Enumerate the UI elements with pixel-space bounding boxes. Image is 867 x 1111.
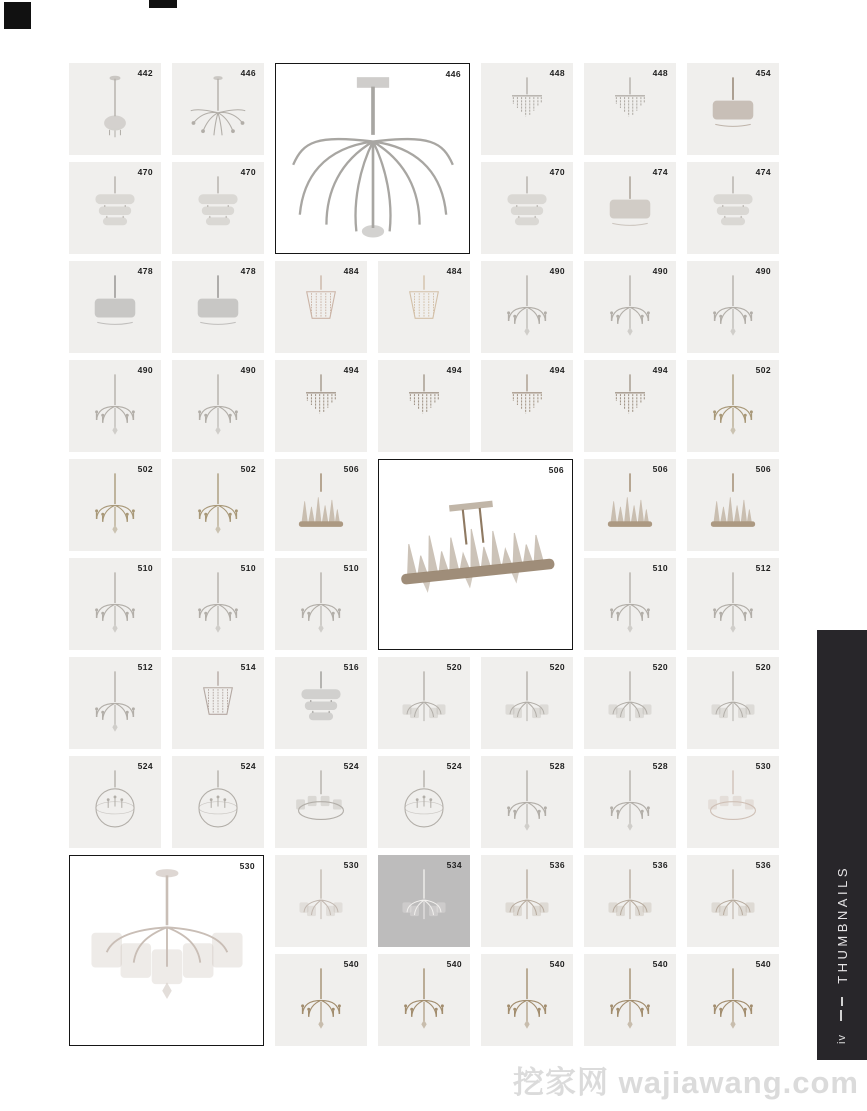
thumbnail-cell <box>687 657 779 749</box>
shade-chandelier-icon <box>493 860 561 943</box>
page-number-label: 506 <box>652 464 668 474</box>
page-number-label: 474 <box>755 167 771 177</box>
featured-thumbnail-cell <box>275 63 470 254</box>
thumbnail-cell <box>172 657 264 749</box>
crystal-chandelier-icon <box>493 365 561 448</box>
beaded-chandelier-icon <box>184 662 252 745</box>
candelabra-chandelier-icon <box>596 959 664 1042</box>
shade-chandelier-icon <box>699 860 767 943</box>
page-number-label: 540 <box>446 959 462 969</box>
thumbnail-cell <box>481 63 573 155</box>
shade-chandelier-icon <box>390 860 458 943</box>
thumbnail-cell <box>584 756 676 848</box>
thumbnail-cell <box>275 657 367 749</box>
thumbnail-cell <box>275 360 367 452</box>
candelabra-chandelier-icon <box>699 959 767 1042</box>
shade-chandelier-icon <box>596 662 664 745</box>
tier-chandelier-icon <box>81 167 149 250</box>
watermark-text: 挖家网 wajiawang.com <box>512 1065 859 1100</box>
bigshade-chandelier-icon <box>82 867 252 1033</box>
page-number-label: 520 <box>446 662 462 672</box>
drum-chandelier-icon <box>184 266 252 349</box>
page-number-label: 534 <box>446 860 462 870</box>
candelabra-chandelier-icon <box>81 365 149 448</box>
candelabra-chandelier-icon <box>81 662 149 745</box>
page-number-label: 520 <box>652 662 668 672</box>
page-number-label: 506 <box>343 464 359 474</box>
sidebar-thumbnails-tab <box>817 630 867 1060</box>
branch-chandelier-icon <box>184 68 252 151</box>
thumbnail-cell <box>275 954 367 1046</box>
page-number-label: 514 <box>240 662 256 672</box>
page-number-label: 490 <box>240 365 256 375</box>
thumbnail-cell <box>481 954 573 1046</box>
thumbnail-cell <box>172 360 264 452</box>
candelabra-chandelier-icon <box>390 959 458 1042</box>
page-number-label: 524 <box>137 761 153 771</box>
thumbnail-grid <box>69 63 779 1046</box>
thumbnail-cell <box>172 459 264 551</box>
thumbnail-cell <box>275 459 367 551</box>
candelabra-chandelier-icon <box>184 464 252 547</box>
page-number-label: 510 <box>137 563 153 573</box>
page-number-label: 484 <box>343 266 359 276</box>
thumbnail-cell <box>69 657 161 749</box>
candelabra-chandelier-icon <box>493 959 561 1042</box>
page-number-label: 512 <box>755 563 771 573</box>
thumbnail-cell <box>69 459 161 551</box>
page-number-label: 470 <box>549 167 565 177</box>
thumbnail-cell <box>481 162 573 254</box>
page-number-label: 528 <box>549 761 565 771</box>
page-number-label: 528 <box>652 761 668 771</box>
page-number-label: 540 <box>755 959 771 969</box>
shade-chandelier-icon <box>596 860 664 943</box>
thumbnail-cell <box>275 261 367 353</box>
thumbnail-cell <box>584 360 676 452</box>
thumbnail-cell <box>584 855 676 947</box>
thumbnail-cell <box>584 459 676 551</box>
print-mark-bar <box>149 0 177 8</box>
shade-chandelier-icon <box>699 662 767 745</box>
page-number-label: 490 <box>755 266 771 276</box>
page-number-label: 536 <box>755 860 771 870</box>
page-number-label: 474 <box>652 167 668 177</box>
page-number-label: 540 <box>549 959 565 969</box>
page-number-label: 506 <box>548 465 564 475</box>
shade-chandelier-icon <box>287 860 355 943</box>
thumbnail-cell <box>172 558 264 650</box>
page-number-label: 490 <box>652 266 668 276</box>
thumbnail-cell <box>69 558 161 650</box>
featured-thumbnail-cell <box>378 459 573 650</box>
globe-chandelier-icon <box>390 761 458 844</box>
thumbnail-cell <box>481 855 573 947</box>
thumbnail-cell <box>687 63 779 155</box>
thumbnail-cell <box>378 756 470 848</box>
page-number-roman: iv <box>836 1034 848 1044</box>
thumbnail-cell <box>378 954 470 1046</box>
page-number-label: 510 <box>343 563 359 573</box>
globe-chandelier-icon <box>81 761 149 844</box>
page-number-label: 516 <box>343 662 359 672</box>
thumbnail-cell <box>378 855 470 947</box>
page-number-label: 448 <box>652 68 668 78</box>
crystal-chandelier-icon <box>596 68 664 151</box>
page-number-label: 520 <box>755 662 771 672</box>
spike-chandelier-icon <box>287 464 355 547</box>
pendant-chandelier-icon <box>81 68 149 151</box>
candelabra-chandelier-icon <box>699 563 767 646</box>
shade-chandelier-icon <box>390 662 458 745</box>
thumbnails-label: THUMBNAILS <box>834 865 850 985</box>
page-number-label: 502 <box>240 464 256 474</box>
thumbnail-cell <box>275 855 367 947</box>
candelabra-chandelier-icon <box>699 266 767 349</box>
page-number-label: 536 <box>652 860 668 870</box>
page-number-label: 530 <box>343 860 359 870</box>
page-number-label: 470 <box>240 167 256 177</box>
page-number-label: 442 <box>137 68 153 78</box>
page-number-label: 494 <box>343 365 359 375</box>
thumbnail-cell <box>69 261 161 353</box>
candelabra-chandelier-icon <box>493 266 561 349</box>
page-number-label: 454 <box>755 68 771 78</box>
drum-chandelier-icon <box>596 167 664 250</box>
candelabra-chandelier-icon <box>81 464 149 547</box>
page-number-label: 524 <box>343 761 359 771</box>
thumbnail-cell <box>378 657 470 749</box>
page-number-label: 470 <box>137 167 153 177</box>
thumbnail-cell <box>69 162 161 254</box>
crystal-chandelier-icon <box>287 365 355 448</box>
thumbnail-cell <box>584 558 676 650</box>
print-mark-square <box>4 2 31 29</box>
candelabra-chandelier-icon <box>287 563 355 646</box>
thumbnail-cell <box>69 360 161 452</box>
thumbnail-cell <box>584 954 676 1046</box>
watermark <box>513 1057 859 1102</box>
thumbnail-cell <box>378 261 470 353</box>
page-number-label: 530 <box>239 861 255 871</box>
thumbnail-cell <box>172 261 264 353</box>
thumbnail-cell <box>687 162 779 254</box>
page-number-label: 524 <box>240 761 256 771</box>
candelabra-chandelier-icon <box>596 266 664 349</box>
tier-chandelier-icon <box>493 167 561 250</box>
ring-chandelier-icon <box>287 761 355 844</box>
thumbnail-cell <box>687 558 779 650</box>
crystal-chandelier-icon <box>390 365 458 448</box>
thumbnail-cell <box>275 756 367 848</box>
crystal-chandelier-icon <box>493 68 561 151</box>
candelabra-chandelier-icon <box>596 563 664 646</box>
spray-chandelier-icon <box>288 75 458 241</box>
beaded-chandelier-icon <box>287 266 355 349</box>
drum-chandelier-icon <box>699 68 767 151</box>
candelabra-chandelier-icon <box>493 761 561 844</box>
page-number-label: 490 <box>137 365 153 375</box>
page-number-label: 446 <box>240 68 256 78</box>
page-number-label: 524 <box>446 761 462 771</box>
page-number-label: 448 <box>549 68 565 78</box>
ring-chandelier-icon <box>699 761 767 844</box>
page-number-label: 490 <box>549 266 565 276</box>
page-number-label: 512 <box>137 662 153 672</box>
candelabra-chandelier-icon <box>184 365 252 448</box>
thumbnail-cell <box>481 360 573 452</box>
thumbnail-cell <box>275 558 367 650</box>
page-number-label: 506 <box>755 464 771 474</box>
page-number-label: 510 <box>652 563 668 573</box>
page-number-label: 510 <box>240 563 256 573</box>
thumbnail-cell <box>687 954 779 1046</box>
thumbnail-cell <box>687 756 779 848</box>
spike-chandelier-icon <box>596 464 664 547</box>
page-number-label: 478 <box>137 266 153 276</box>
tier-chandelier-icon <box>699 167 767 250</box>
thumbnail-cell <box>172 162 264 254</box>
candelabra-chandelier-icon <box>699 365 767 448</box>
thumbnail-cell <box>481 261 573 353</box>
thumbnail-cell <box>687 459 779 551</box>
page-number-label: 530 <box>755 761 771 771</box>
sidebar-divider <box>841 997 843 1021</box>
page-number-label: 494 <box>549 365 565 375</box>
thumbnail-cell <box>172 63 264 155</box>
globe-chandelier-icon <box>184 761 252 844</box>
page-number-label: 494 <box>652 365 668 375</box>
thumbnail-cell <box>481 657 573 749</box>
tier-chandelier-icon <box>287 662 355 745</box>
thumbnail-cell <box>687 855 779 947</box>
thumbnail-cell <box>69 63 161 155</box>
candelabra-chandelier-icon <box>287 959 355 1042</box>
shade-chandelier-icon <box>493 662 561 745</box>
thumbnail-cell <box>481 756 573 848</box>
candelabra-chandelier-icon <box>184 563 252 646</box>
page-number-label: 502 <box>755 365 771 375</box>
featured-thumbnail-cell <box>69 855 264 1046</box>
candelabra-chandelier-icon <box>81 563 149 646</box>
page-number-label: 536 <box>549 860 565 870</box>
page-number-label: 540 <box>343 959 359 969</box>
page-number-label: 494 <box>446 365 462 375</box>
page-number-label: 540 <box>652 959 668 969</box>
tier-chandelier-icon <box>184 167 252 250</box>
page-number-label: 484 <box>446 266 462 276</box>
page-number-label: 502 <box>137 464 153 474</box>
thumbnail-cell <box>584 162 676 254</box>
beaded-chandelier-icon <box>390 266 458 349</box>
drum-chandelier-icon <box>81 266 149 349</box>
page-number-label: 520 <box>549 662 565 672</box>
candelabra-chandelier-icon <box>596 761 664 844</box>
thumbnail-cell <box>69 756 161 848</box>
linear-chandelier-icon <box>382 463 568 646</box>
thumbnail-cell <box>687 261 779 353</box>
thumbnail-cell <box>584 261 676 353</box>
thumbnail-cell <box>584 657 676 749</box>
spike-chandelier-icon <box>699 464 767 547</box>
page-number-label: 446 <box>445 69 461 79</box>
thumbnail-cell <box>687 360 779 452</box>
crystal-chandelier-icon <box>596 365 664 448</box>
thumbnail-cell <box>378 360 470 452</box>
thumbnail-cell <box>584 63 676 155</box>
page-number-label: 478 <box>240 266 256 276</box>
thumbnail-cell <box>172 756 264 848</box>
